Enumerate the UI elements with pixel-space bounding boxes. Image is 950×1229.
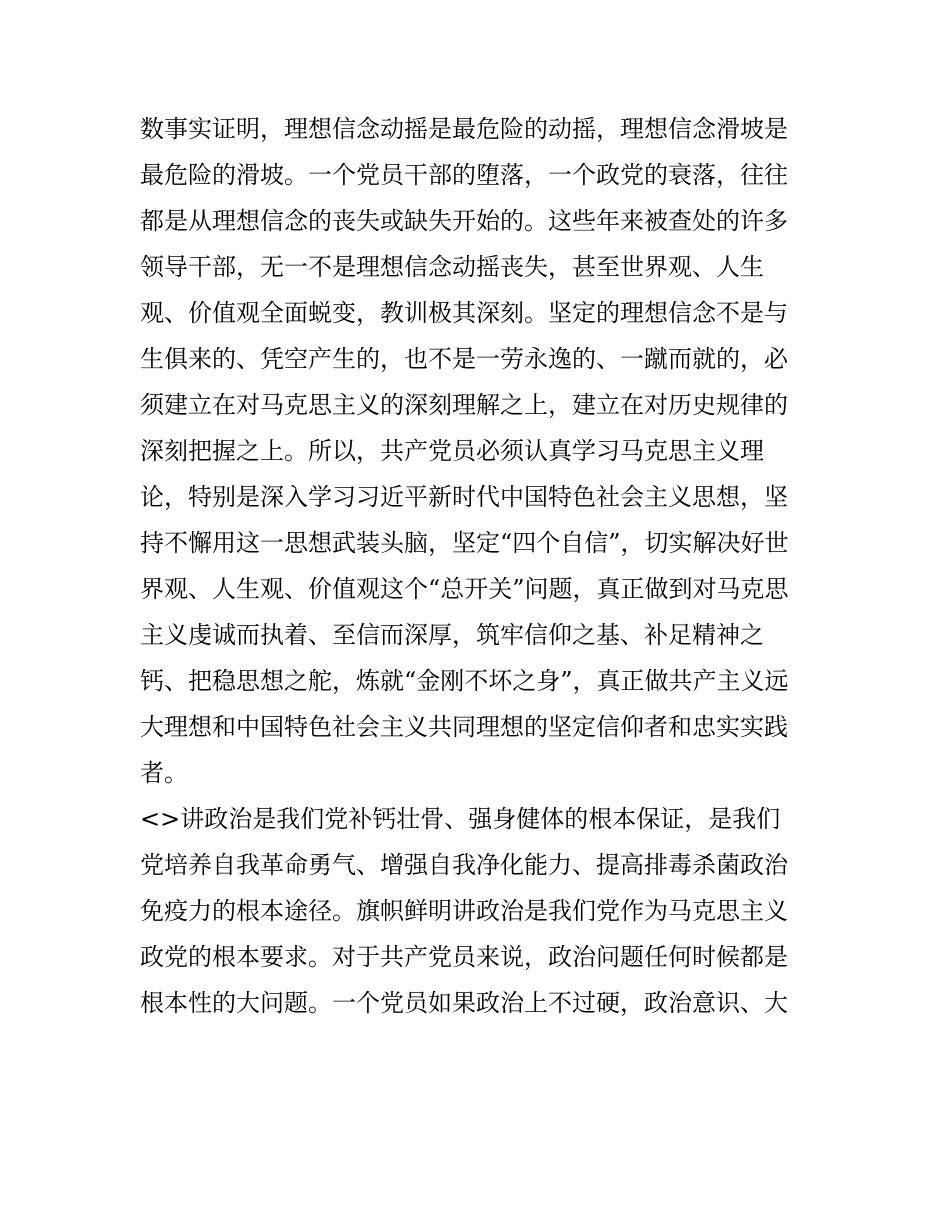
- text-line: 政党的根本要求。对于共产党员来说，政治问题任何时候都是: [140, 943, 788, 971]
- text-line: 都是从理想信念的丧失或缺失开始的。这些年来被查处的许多: [140, 207, 788, 235]
- text-line: 主义虔诚而执着、至信而深厚，筑牢信仰之基、补足精神之: [140, 621, 764, 649]
- text-line: 党培养自我革命勇气、增强自我净化能力、提高排毒杀菌政治: [140, 851, 788, 879]
- text-line: 界观、人生观、价值观这个“总开关”问题，真正做到对马克思: [140, 575, 789, 603]
- text-line: 论，特别是深入学习习近平新时代中国特色社会主义思想，坚: [140, 483, 788, 511]
- text-line: 深刻把握之上。所以，共产党员必须认真学习马克思主义理: [140, 437, 764, 465]
- text-line: 持不懈用这一思想武装头脑，坚定“四个自信”，切实解决好世: [140, 529, 789, 557]
- text-line: 者。: [140, 759, 188, 787]
- text-line: 观、价值观全面蜕变，教训极其深刻。坚定的理想信念不是与: [140, 299, 788, 327]
- text-line: 根本性的大问题。一个党员如果政治上不过硬，政治意识、大: [140, 989, 788, 1017]
- text-line: 须建立在对马克思主义的深刻理解之上，建立在对历史规律的: [140, 391, 788, 419]
- text-line: 领导干部，无一不是理想信念动摇丧失，甚至世界观、人生: [140, 253, 764, 281]
- text-line: 免疫力的根本途径。旗帜鲜明讲政治是我们党作为马克思主义: [140, 897, 788, 925]
- text-line: 大理想和中国特色社会主义共同理想的坚定信仰者和忠实实践: [140, 713, 788, 741]
- text-line: 数事实证明，理想信念动摇是最危险的动摇，理想信念滑坡是: [140, 115, 788, 143]
- text-line: 钙、把稳思想之舵，炼就“金刚不坏之身”，真正做共产主义远: [140, 667, 789, 695]
- text-line: <>讲政治是我们党补钙壮骨、强身健体的根本保证，是我们: [140, 805, 781, 833]
- text-line: 生俱来的、凭空产生的，也不是一劳永逸的、一蹴而就的，必: [140, 345, 788, 373]
- text-line: 最危险的滑坡。一个党员干部的堕落，一个政党的衰落，往往: [140, 161, 788, 189]
- body-text: [140, 106, 820, 1026]
